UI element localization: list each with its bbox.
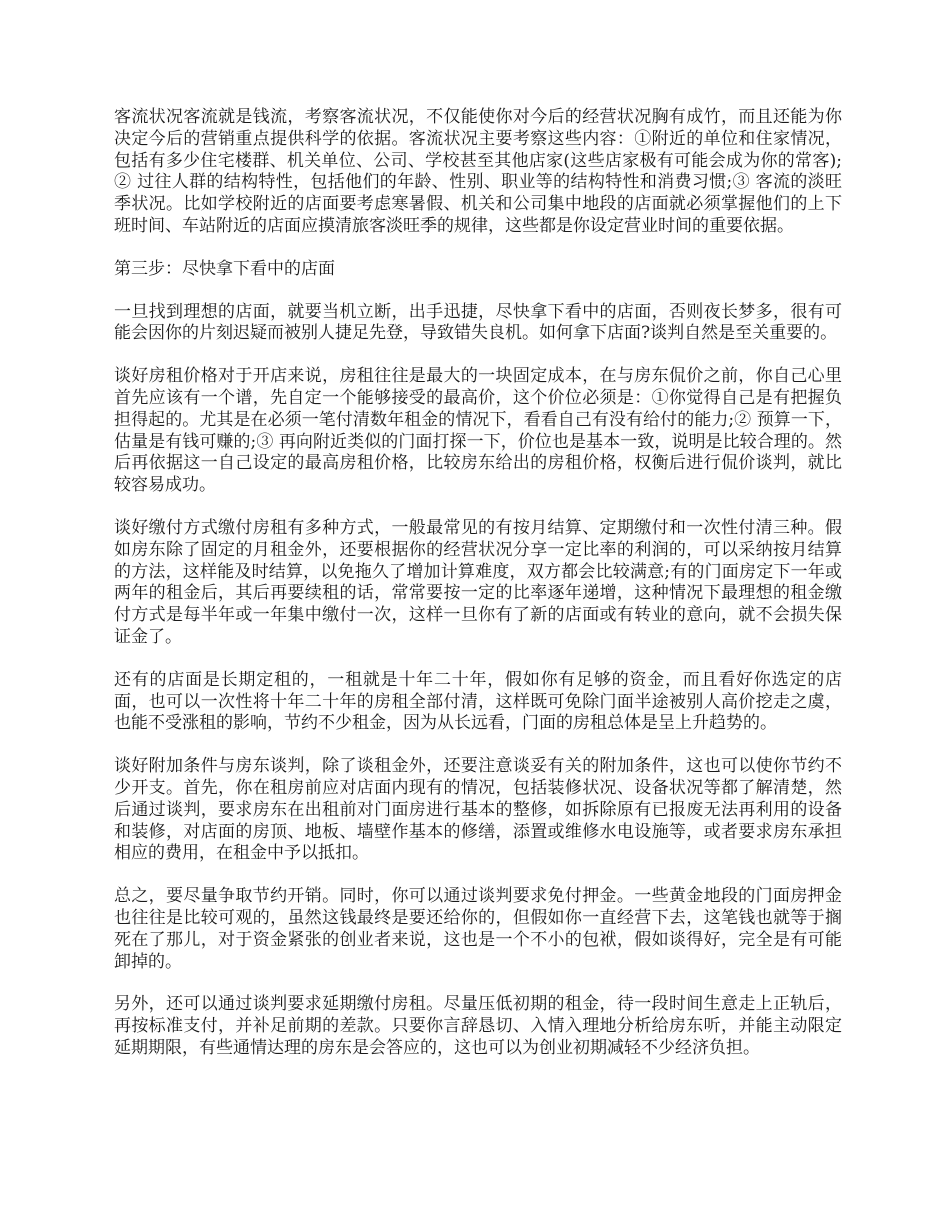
section-heading-step-three: 第三步：尽快拿下看中的店面: [114, 258, 335, 279]
paragraph-long-term-lease: 还有的店面是长期定租的，一租就是十年二十年，假如你有足够的资金，而且看好你选定的店面，也可以一次性将十年二十年的房租全部付清，这样既可免除门面半途被别人高价挖走之虞，也能不受涨租的影响，节约不少租金，因为从长远看，门面的房租总体是呈上升趋势的。: [114, 669, 842, 734]
paragraph-secure-store: 一旦找到理想的店面，就要当机立断，出手迅捷，尽快拿下看中的店面，否则夜长梦多，很有可能会因你的片刻迟疑而被别人捷足先登，导致错失良机。如何拿下店面?谈判自然是至关重要的。: [114, 301, 842, 344]
document-body: [114, 107, 842, 1081]
paragraph-deferred-rent: 另外，还可以通过谈判要求延期缴付房租。尽量压低初期的租金，待一段时间生意走上正轨后，再按标准支付，并补足前期的差款。只要你言辞恳切、入情入理地分析给房东听，并能主动限定延期期限，有些通情达理的房东是会答应的，这也可以为创业初期减轻不少经济负担。: [114, 994, 842, 1058]
paragraph-payment-method: 谈好缴付方式缴付房租有多种方式，一般最常见的有按月结算、定期缴付和一次性付清三种。假如房东除了固定的月租金外，还要根据你的经营状况分享一定比率的利润的，可以采纳按月结算的方法，这样能及时结算，以免拖久了增加计算难度，双方都会比较满意;有的门面房定下一年或两年的租金后，其后再要续租的话，常常要按一定的比率逐年递增，这种情况下最理想的租金缴付方式是每半年或一年集中缴付一次，这样一旦你有了新的店面或有转业的意向，就不会损失保证金了。: [114, 517, 842, 647]
paragraph-rent-price: 谈好房租价格对于开店来说，房租往往是最大的一块固定成本，在与房东侃价之前，你自己心里首先应该有一个谱，先自定一个能够接受的最高价，这个价位必须是：①你觉得自己是有把握负担得起的。尤其是在必须一笔付清数年租金的情况下，看看自己有没有给付的能力;② 预算一下，估量是有钱可赚的;③ 再向附近类似的门面打探一下，价位也是基本一致，说明是比较合理的。然后再依据这一自己设定的最高房租价格，比较房东给出的房租价格，权衡后进行侃价谈判，就比较容易成功。: [114, 366, 842, 496]
paragraph-additional-terms: 谈好附加条件与房东谈判，除了谈租金外，还要注意谈妥有关的附加条件，这也可以使你节约不少开支。首先，你在租房前应对店面内现有的情况，包括装修状况、设备状况等都了解清楚，然后通过谈判，要求房东在出租前对门面房进行基本的整修，如拆除原有已报废无法再利用的设备和装修，对店面的房顶、地板、墙壁作基本的修缮，添置或维修水电设施等，或者要求房东承担相应的费用，在租金中予以抵扣。: [114, 756, 842, 864]
paragraph-customer-flow: 客流状况客流就是钱流，考察客流状况，不仅能使你对今后的经营状况胸有成竹，而且还能为你决定今后的营销重点提供科学的依据。客流状况主要考察这些内容：①附近的单位和住家情况，包括有多少住宅楼群、机关单位、公司、学校甚至其他店家(这些店家极有可能会成为你的常客);② 过往人群的结构特性，包括他们的年龄、性别、职业等的结构特性和消费习惯;③ 客流的淡旺季状况。比如学校附近的店面要考虑寒暑假、机关和公司集中地段的店面就必须掌握他们的上下班时间、车站附近的店面应摸清旅客淡旺季的规律，这些都是你设定营业时间的重要依据。: [114, 107, 842, 236]
paragraph-deposit: 总之，要尽量争取节约开销。同时，你可以通过谈判要求免付押金。一些黄金地段的门面房押金也往往是比较可观的，虽然这钱最终是要还给你的，但假如你一直经营下去，这笔钱也就等于搁死在了那儿，对于资金紧张的创业者来说，这也是一个不小的包袱，假如谈得好，完全是有可能卸掉的。: [114, 886, 842, 972]
